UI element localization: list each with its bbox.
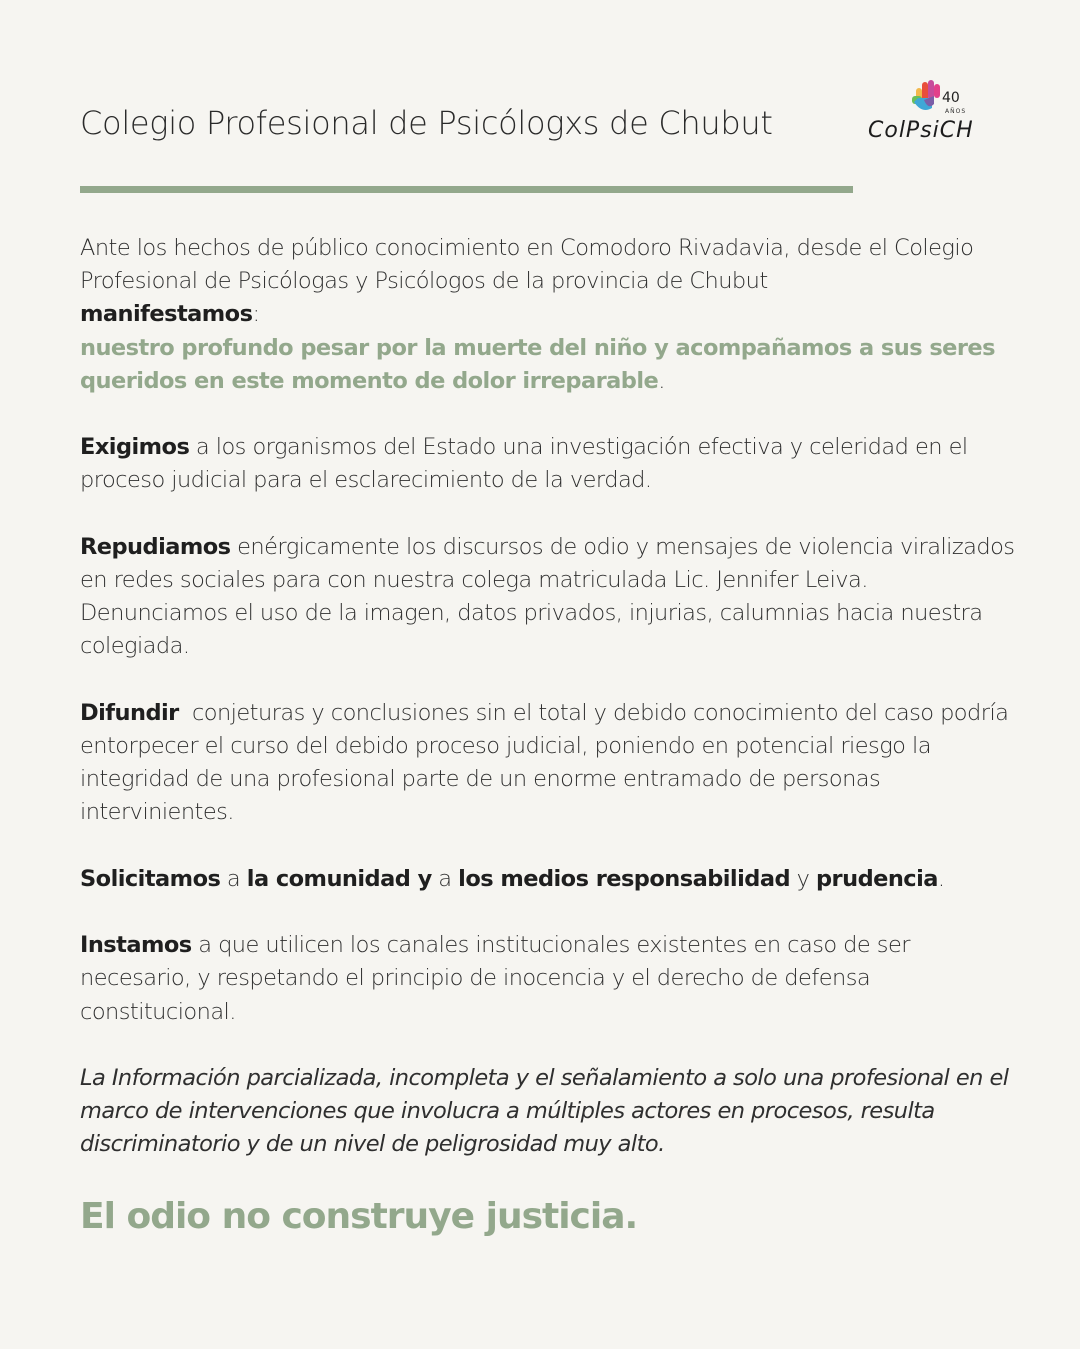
prudencia-bold: prudencia xyxy=(816,865,938,892)
solicitamos-paragraph xyxy=(80,863,1020,896)
solicitamos-period: . xyxy=(937,865,945,892)
difundir-text: conjeturas y conclusiones sin el total y debido conocimiento del caso podría entorpecer el curso del debido proceso judicial, poniendo en potencial riesgo la integridad de una profesional parte de un enorme entramado de personas intervinientes. xyxy=(80,699,1016,826)
solicitamos-text-1: a xyxy=(220,865,247,892)
anniversary-number: 40 xyxy=(942,90,960,106)
page-title: Colegio Profesional de Psicólogxs de Chubut xyxy=(80,104,773,142)
instamos-paragraph xyxy=(80,929,1020,1029)
colpsich-logo xyxy=(866,76,996,148)
italic-note: La Información parcializada, incompleta y el señalamiento a solo una profesional en el marco de intervenciones que involucra a múltiples actores en procesos, resulta discriminatorio y de un nivel de peligrosidad muy alto. xyxy=(80,1064,1009,1158)
instamos-bold: Instamos xyxy=(80,932,192,959)
intro-colon: : xyxy=(252,301,260,328)
statement-body xyxy=(80,232,1020,1195)
header-divider xyxy=(80,186,853,193)
solicitamos-bold: Solicitamos xyxy=(80,865,221,892)
medios-bold: los medios responsabilidad xyxy=(458,865,791,892)
exigimos-text: a los organismos del Estado una investigación efectiva y celeridad en el proceso judicial para el esclarecimiento de la verdad. xyxy=(80,434,968,494)
difundir-paragraph xyxy=(80,697,1020,830)
intro-text: Ante los hechos de público conocimiento en Comodoro Rivadavia, desde el Colegio Profesional de Psicólogas y Psicólogos de la provincia de Chubut xyxy=(80,235,974,295)
intro-paragraph xyxy=(80,232,1020,398)
closing-slogan: El odio no construye justicia. xyxy=(80,1196,638,1237)
solicitamos-text-3: y xyxy=(790,865,816,892)
difundir-bold: Difundir xyxy=(80,699,179,726)
condolence-highlight: nuestro profundo pesar por la muerte del niño y acompañamos a sus seres queridos en este momento de dolor irreparable xyxy=(80,334,995,394)
repudiamos-text: enérgicamente los discursos de odio y mensajes de violencia viralizados en redes sociales para con nuestra colega matriculada Lic. Jennifer Leiva. Denunciamos el uso de la imagen, datos privados, injurias, calumnias hacia nuestra colegiada. xyxy=(80,533,1015,660)
logo-wordmark: ColPsiCH xyxy=(868,118,974,143)
repudiamos-bold: Repudiamos xyxy=(80,533,231,560)
anniversary-label: AÑOS xyxy=(945,108,967,115)
instamos-text: a que utilicen los canales institucionales existentes en caso de ser necesario, y respetando el principio de inocencia y el derecho de defensa constitucional. xyxy=(80,932,910,1025)
exigimos-bold: Exigimos xyxy=(80,434,190,461)
repudiamos-paragraph xyxy=(80,531,1020,664)
intro-period: . xyxy=(658,367,665,394)
exigimos-paragraph xyxy=(80,431,1020,497)
solicitamos-text-2: a xyxy=(431,865,459,892)
comunidad-bold: la comunidad y xyxy=(246,865,432,892)
intro-bold: manifestamos xyxy=(80,301,253,328)
colorful-hand-icon xyxy=(910,78,946,116)
